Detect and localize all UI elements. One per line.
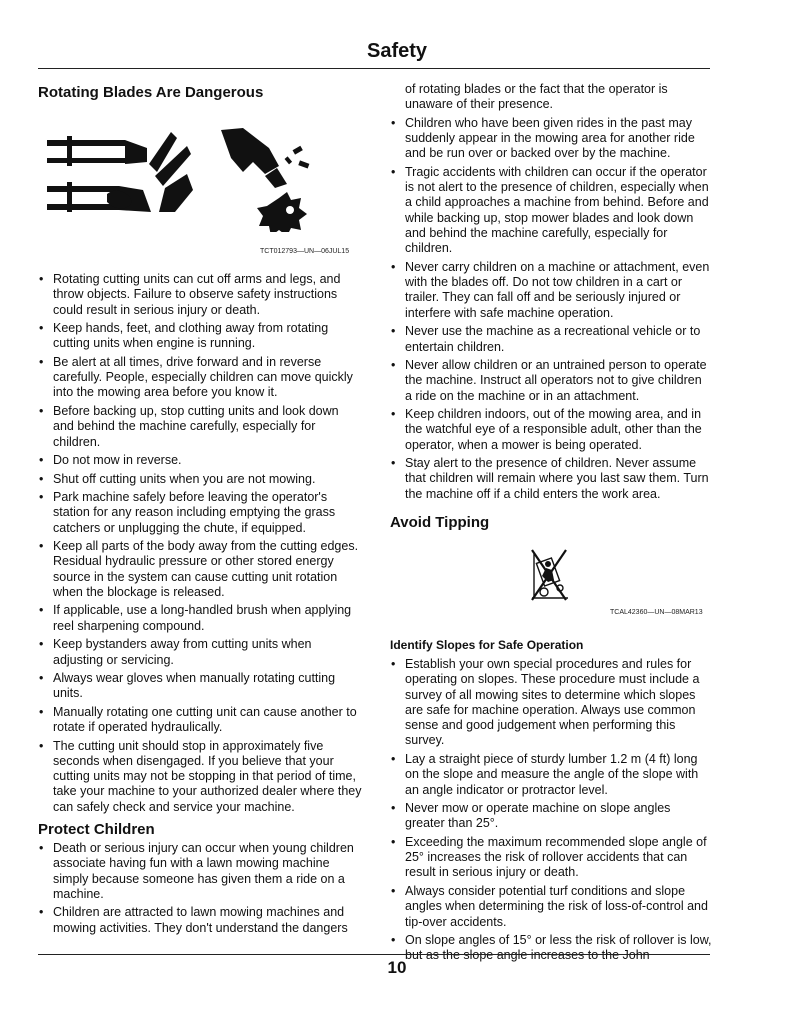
list-item: • Do not mow in reverse.: [38, 453, 362, 468]
list-item: • If applicable, use a long-handled brush when applying reel sharpening compound.: [38, 603, 362, 634]
list-item: • On slope angles of 15° or less the risk of rollover is low, but as the slope angle increases to the John: [390, 933, 712, 964]
list-item: • Children are attracted to lawn mowing machines and mowing activities. They don't understand the dangers: [38, 905, 362, 936]
list-item: • Manually rotating one cutting unit can cause another to rotate if operated hydraulically.: [38, 705, 362, 736]
list-item: • Be alert at all times, drive forward and in reverse carefully. People, especially children can move quickly into the mowing area before you know it.: [38, 355, 362, 401]
list-item: • Keep bystanders away from cutting units when adjusting or servicing.: [38, 637, 362, 668]
slopes-list: [390, 657, 712, 967]
list-item: • Never carry children on a machine or attachment, even with the blades off. Do not tow children in a cart or trailer. They can fall off and be seriously injured or interfere with safe machine operation.: [390, 260, 712, 321]
heading-protect-children: Protect Children: [38, 821, 155, 838]
header-divider: [38, 68, 710, 69]
rollover-prohibited-icon: [528, 546, 570, 602]
list-item: • Exceeding the maximum recommended slope angle of 25° increases the risk of rollover accidents that can result in serious injury or death.: [390, 835, 712, 881]
protect-children-list: [38, 841, 362, 939]
page-title: Safety: [366, 40, 428, 62]
list-item: • Keep children indoors, out of the mowing area, and in the watchful eye of a responsible adult, other than the operator, when a mower is being operated.: [390, 407, 712, 453]
list-item: • Never allow children or an untrained person to operate the machine. Instruct all operators not to give children a ride on the machine or in an attachment.: [390, 358, 712, 404]
list-item: • Establish your own special procedures and rules for operating on slopes. These procedure must include a survey of all mowing sites to determine which slopes are safe for machine operation. Always use common sense and good judgement when performing this survey.: [390, 657, 712, 749]
list-item-continuation: of rotating blades or the fact that the operator is unaware of their presence.: [405, 82, 668, 112]
list-item: • Never mow or operate machine on slope angles greater than 25°.: [390, 801, 712, 832]
rotating-blades-warning-graphic: [47, 128, 323, 232]
heading-avoid-tipping: Avoid Tipping: [390, 514, 490, 531]
list-item: • Rotating cutting units can cut off arms and legs, and throw objects. Failure to observe safety instructions could result in serious injury or death.: [38, 272, 362, 318]
list-item: • Keep all parts of the body away from the cutting edges. Residual hydraulic pressure or other stored energy source in the system can cause cutting unit rotation when the blockage is released.: [38, 539, 362, 600]
rotating-blades-list: [38, 272, 362, 818]
list-item: • Children who have been given rides in the past may suddenly appear in the mowing area for another ride and be run over or backed over by the machine.: [390, 116, 712, 162]
list-item: • Before backing up, stop cutting units and look down and behind the machine carefully, especially for children.: [38, 404, 362, 450]
list-item: • Always wear gloves when manually rotating cutting units.: [38, 671, 362, 702]
subheading-identify-slopes: Identify Slopes for Safe Operation: [390, 638, 584, 652]
list-item: • Park machine safely before leaving the operator's station for any reason including emptying the grass catchers or unplugging the chute, if equipped.: [38, 490, 362, 536]
figure-caption-tipping: TCAL42360—UN—08MAR13: [610, 609, 703, 616]
list-item: • Shut off cutting units when you are not mowing.: [38, 472, 362, 487]
page-number: 10: [387, 958, 407, 977]
heading-rotating-blades: Rotating Blades Are Dangerous: [38, 84, 264, 101]
list-item: • The cutting unit should stop in approximately five seconds when disengaged. If you believe that your cutting units may not be stopping in that period of time, take your machine to your authorized dealer where they can safely check and service your machine.: [38, 739, 362, 815]
list-item: • Keep hands, feet, and clothing away from rotating cutting units when engine is running.: [38, 321, 362, 352]
protect-children-continued-list: [390, 82, 712, 505]
list-item: • Lay a straight piece of sturdy lumber 1.2 m (4 ft) long on the slope and measure the angle of the slope with an angle indicator or protractor level.: [390, 752, 712, 798]
list-item: • Tragic accidents with children can occur if the operator is not alert to the presence of children, especially when a child approaches a machine from behind. Before and while backing up, stop mower blades and look down and behind the machine carefully, especially for children.: [390, 165, 712, 257]
figure-caption-blades: TCT012793—UN—06JUL15: [260, 248, 350, 255]
list-item: • Always consider potential turf conditions and slope angles when determining the risk of loss-of-control and tip-over accidents.: [390, 884, 712, 930]
list-item: • Never use the machine as a recreational vehicle or to entertain children.: [390, 324, 712, 355]
list-item: • Death or serious injury can occur when young children associate having fun with a lawn mowing machine simply because someone has given them a ride on a machine.: [38, 841, 362, 902]
footer-divider: [38, 954, 710, 955]
list-item: • Stay alert to the presence of children. Never assume that children will remain where you last saw them. Turn the machine off if a child enters the work area.: [390, 456, 712, 502]
